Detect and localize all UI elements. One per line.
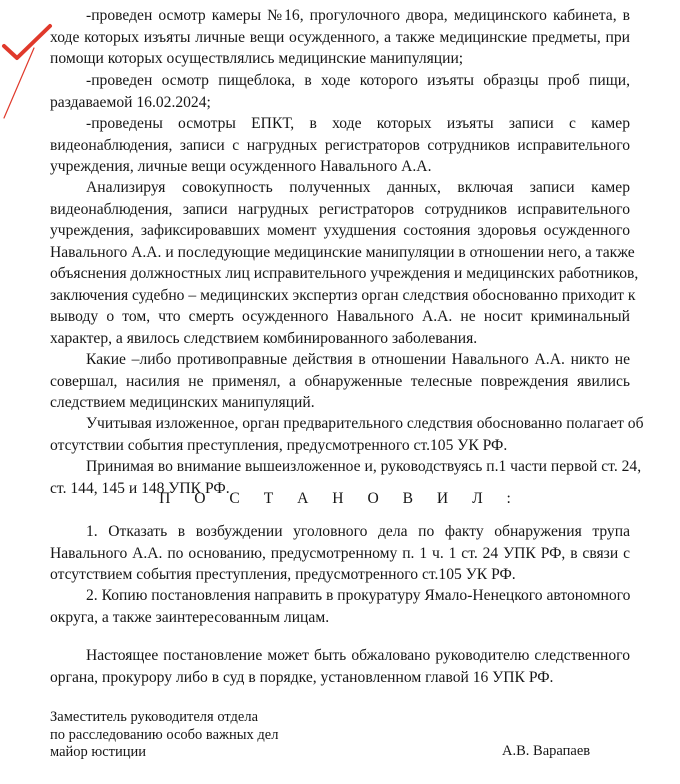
text-line: Анализируя совокупность полученных данных, включая записи камер — [86, 179, 630, 196]
text-line: учреждения, зафиксировавших момент ухудшения состояния здоровья осужденного — [50, 222, 630, 239]
paragraph-analysis — [50, 177, 639, 349]
text-line: характер, а явилось следствием комбинированного заболевания. — [50, 329, 478, 347]
text-line: Настоящее постановление может быть обжаловано руководителю следственного — [86, 647, 630, 664]
text-line: видеонаблюдения, записи с нагрудных регистраторов сотрудников исправительного — [50, 136, 630, 154]
text-line: 1. Отказать в возбуждении уголовного дела по факту обнаружения трупа — [86, 523, 630, 540]
text-line: ст. 144, 145 и 148 УПК РФ. — [50, 479, 230, 497]
signatory-position-line: Заместитель руководителя отдела — [50, 709, 259, 725]
paragraph-inspection-kitchen — [50, 70, 630, 113]
text-line: Какие –либо противоправные действия в отношении Навального А.А. никто не — [86, 351, 630, 368]
text-line: -проведены осмотры ЕПКТ, в ходе которых изъяты записи с камер — [86, 115, 630, 132]
paragraph-no-unlawful-actions — [50, 349, 630, 414]
text-line: видеонаблюдения, записи нагрудных регистраторов сотрудников исправительного — [50, 200, 630, 218]
text-line: следствием медицинских манипуляций. — [50, 394, 315, 411]
text-line: -проведен осмотр пищеблока, в ходе которого изъяты образцы проб пищи, — [86, 72, 630, 89]
text-line: раздаваемой 16.02.2024; — [50, 93, 211, 111]
text-line: учреждения, личные вещи осужденного Навального А.А. — [50, 158, 432, 175]
resolution-item-1 — [50, 521, 630, 586]
text-line: Принимая во внимание вышеизложенное и, руководствуясь п.1 части первой ст. 24, — [86, 458, 642, 475]
text-line: выводу о том, что смерть осужденного Навального А.А. не носит криминальный — [50, 308, 630, 325]
text-line: органа, прокурору либо в суд в порядке, установленном главой 16 УПК РФ. — [50, 668, 554, 686]
text-line: совершал, насилия не применял, а обнаруженные телесные повреждения явились — [50, 372, 630, 390]
text-line: отсутствии события преступления, предусмотренного ст.105 УК РФ. — [50, 436, 508, 454]
signatory-position — [50, 708, 278, 744]
signatory-position-line: по расследованию особо важных дел — [50, 727, 279, 743]
text-line: округа, а также заинтересованным лицам. — [50, 608, 330, 626]
paragraph-inspection-epkt — [50, 113, 630, 178]
text-line: ходе которых изъяты личные вещи осужденного, а также медицинские предметы, при — [50, 28, 630, 46]
signatory-rank: майор юстиции — [50, 744, 147, 760]
text-line: заключения судебно – медицинских экспертиз орган следствия обоснованно приходит к — [50, 286, 636, 304]
text-line: отсутствием события преступления, предусмотренного ст.105 УК РФ. — [50, 566, 516, 583]
resolution-heading: П О С Т А Н О В И Л : — [159, 490, 521, 507]
text-line: -проведен осмотр камеры №16, прогулочного двора, медицинского кабинета, в — [86, 7, 630, 24]
text-line: помощи которых осуществлялись медицинские манипуляции; — [50, 50, 464, 67]
resolution-item-2 — [50, 585, 630, 628]
text-line: 2. Копию постановления направить в прокуратуру Ямало-Ненецкого автономного — [86, 587, 631, 604]
text-line: Навального А.А. по основанию, предусмотренному п. 1 ч. 1 ст. 24 УПК РФ, в связи с — [50, 544, 630, 562]
text-line: Учитывая изложенное, орган предварительного следствия обоснованно полагает об — [86, 415, 644, 432]
text-line: Навального А.А. и последующие медицинские манипуляции в отношении него, а также — [50, 243, 635, 261]
text-line: объяснения должностных лиц исправительного учреждения и медицинских работников, — [50, 265, 639, 282]
appeal-notice — [50, 645, 630, 688]
paragraph-conclusion — [50, 413, 644, 456]
signatory-name: А.В. Варапаев — [502, 743, 591, 759]
paragraph-inspection-cell — [50, 5, 630, 70]
